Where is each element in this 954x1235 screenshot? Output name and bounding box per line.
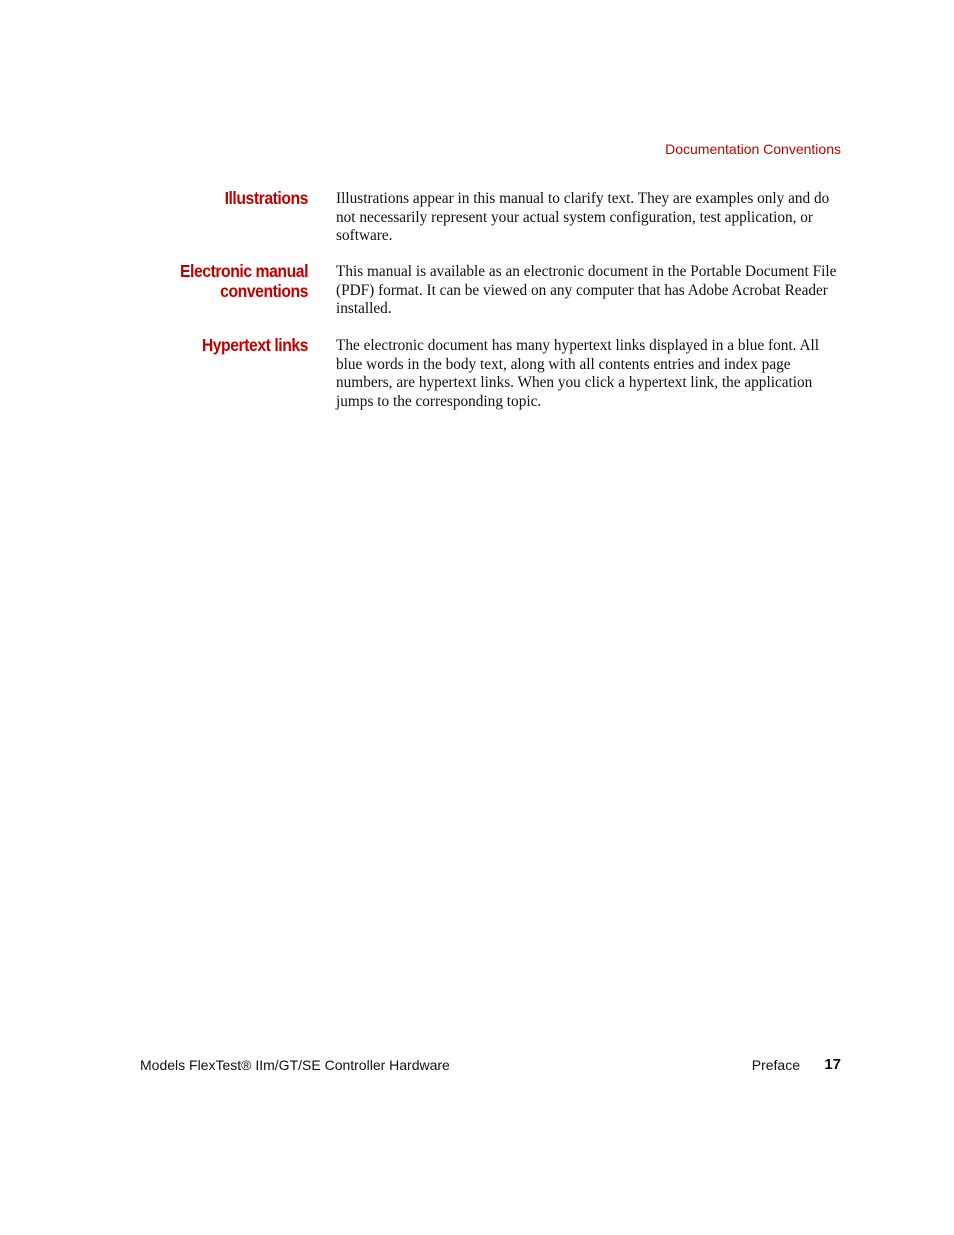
- running-header: Documentation Conventions: [665, 141, 841, 157]
- section-heading: Hypertext links: [201, 335, 308, 355]
- section-body: Illustrations appear in this manual to clarify text. They are examples only and do not necessarily represent your actual system configuration, test application, or software.: [336, 190, 830, 245]
- footer-section-name: Preface: [751, 1057, 800, 1073]
- footer-document-title: Models FlexTest® IIm/GT/SE Controller Hardware: [140, 1057, 450, 1073]
- section-heading: Illustrations: [224, 188, 308, 208]
- section-body: This manual is available as an electronic document in the Portable Document File (PDF) format. It can be viewed on any computer that has Adobe Acrobat Reader installed.: [336, 263, 837, 318]
- section-body: The electronic document has many hypertext links displayed in a blue font. All blue words in the body text, along with all contents entries and index page numbers, are hypertext links. When you click a hypertext link, the application jumps to the corresponding topic.: [336, 337, 820, 411]
- section-heading-line: conventions: [220, 280, 308, 301]
- section-heading: [128, 262, 308, 301]
- footer-page-number: 17: [824, 1056, 841, 1073]
- section-heading-line: Electronic manual: [179, 261, 308, 281]
